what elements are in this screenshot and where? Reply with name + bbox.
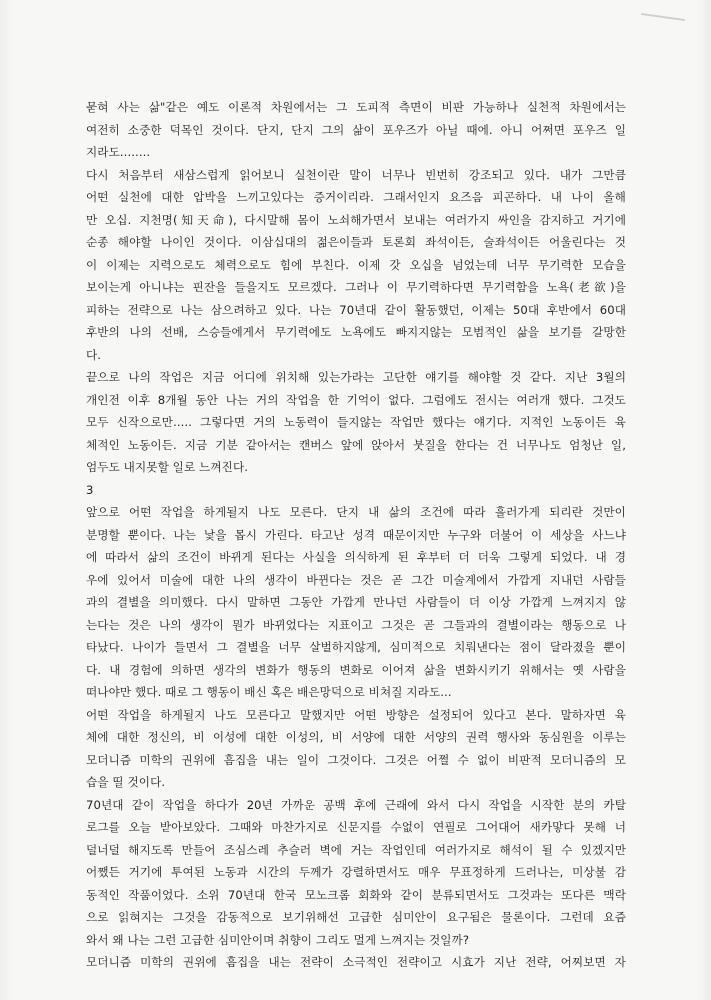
text-line: 이 이제는 지력으로도 체력으로도 힘에 부친다. 이제 갓 오십을 넘었는데 너무 무기력한 모습을 (86, 257, 626, 272)
text-line: 어떤 실천에 대한 압박을 느끼고있다는 증거이리라. 그래서인지 요즈음 피곤하다. 내 나이 올해 (86, 190, 626, 204)
text-line: 덜너덜 해지도록 만들어 조심스레 추슬러 벽에 거는 작업인데 여러가지로 해석이 될 수 있겠지만 (86, 842, 626, 857)
text-line: 모두 신작으로만..... 그렇다면 거의 노동력이 들지않는 작업만 했다는 얘기다. 지적인 노동이든 육 (86, 415, 626, 429)
text-line: 다. 내 경험에 의하면 생각의 변화가 행동의 변화로 이어져 삶을 변화시키기 위해서는 옛 사람을 (86, 662, 626, 677)
text-line: 동적인 작품이었다. 소위 70년대 한국 모노크롬 회화와 같이 분류되면서도 그것과는 또다른 맥락 (86, 887, 626, 902)
text-line: 로그를 오늘 받아보았다. 그때와 마찬가지로 신문지를 수없이 연필로 그어대어 새카맣다 못해 너 (86, 820, 626, 834)
text-line: 여전히 소중한 덕목인 것이다. 단지, 단지 그의 삶이 포우즈가 아닐 때에. 아니 어쩌면 포우즈 일 (86, 122, 626, 137)
text-line: 떠나야만 했다. 때로 그 행동이 배신 혹은 배은망덕으로 비쳐질 지라도... (86, 685, 452, 699)
text-line: 다. (86, 347, 102, 362)
text-line: 엄두도 내지못할 일로 느껴진다. (86, 460, 249, 474)
text-line: 에 따라서 삶의 조건이 바뀌게 된다는 사실을 의식하게 된 후부터 더 더욱 그렇게 되었다. 내 경 (86, 550, 626, 564)
pen-mark (641, 13, 685, 21)
text-line: 다시 처음부터 새삼스럽게 읽어보니 실천이란 말이 너무나 빈번히 강조되고 있다. 내가 그만큼 (86, 167, 626, 182)
text-line: 순종 해야할 나이인 것이다. 이삼십대의 젊은이들과 토론회 좌석이든, 술좌석이든 어울린다는 것 (86, 235, 626, 249)
body-text (86, 96, 626, 974)
text-line: 개인전 이후 8개월 동안 나는 거의 작업을 한 기억이 없다. 그럼에도 전시는 여러개 했다. 그것도 (86, 392, 626, 407)
text-line: 앞으로 어떤 작업을 하게될지 나도 모른다. 단지 내 삶의 조건에 따라 흘러가게 되리란 것만이 (86, 505, 626, 519)
text-line: 우에 있어서 미술에 대한 나의 생각이 바뀐다는 것은 곧 그간 미술계에서 가깝게 지내던 사람들 (86, 572, 626, 587)
text-line: 모더니즘 미학의 권위에 흠집을 내는 일이 그것이다. 그것은 어쩔 수 없이 비판적 모더니즘의 모 (86, 752, 626, 767)
text-line: 과의 결별을 의미했다. 다시 말하면 그동안 가깝게 만나던 사람들이 더 이상 가깝게 느껴지지 않 (86, 595, 626, 609)
text-line: 3 (86, 482, 94, 497)
text-line: 어쨌든 거기에 투여된 노동과 시간의 두께가 강렬하면서도 매우 무표정하게 드러나는, 미상불 감 (86, 865, 626, 879)
text-line: 분명할 뿐이다. 나는 낯을 몹시 가린다. 타고난 성격 때문이지만 누구와 더불어 이 세상을 사느냐 (86, 527, 626, 542)
text-line: 70년대 같이 작업을 하다가 20년 가까운 공백 후에 근래에 와서 다시 작업을 시작한 분의 카탈 (86, 797, 626, 812)
text-line: 체에 대한 정신의, 비 이성에 대한 이성의, 비 서양에 대한 서양의 권력 행사와 동심원을 이루는 (86, 730, 626, 744)
text-line: 체적인 노동이든. 지금 기분 같아서는 캔버스 앞에 앉아서 붓질을 한다는 건 너무나도 엄청난 일, (86, 437, 626, 452)
text-line: 어떤 작업을 하게될지 나도 모른다고 말했지만 어떤 방향은 설정되어 있다고 본다. 말하자면 육 (86, 707, 626, 722)
text-line: 와서 왜 나는 그런 고급한 심미안이며 취향이 그리도 멀게 느껴지는 것일까? (86, 932, 470, 947)
text-line: 후반의 나의 선배, 스승들에게서 무기력에도 노욕에도 빠지지않는 모범적인 삶을 보기를 갈망한 (86, 325, 626, 339)
text-line: 모더니즘 미학의 권위에 흠집을 내는 전략이 소극적인 전략이고 시효가 지난 전략, 어찌보면 자 (86, 955, 626, 969)
text-line: 으로 읽혀지는 그것을 감동적으로 보기위해선 고급한 심미안이 요구됨은 물론이다. 그런데 요즘 (86, 910, 626, 924)
text-line: 만 오십. 지천명(知天命), 다시말해 몸이 노쇠해가면서 보내는 여러가지 싸인을 감지하고 거기에 (86, 212, 626, 227)
text-line: 는다는 것은 나의 생각이 뭔가 바뀌었다는 지표이고 그것은 곧 그들과의 결별이라는 행동으로 나 (86, 617, 626, 632)
text-line: 피하는 전략으로 나는 삼으려하고 있다. 나는 70년대 같이 활동했던, 이제는 50대 후반에서 60대 (86, 302, 626, 317)
text-line: 끝으로 나의 작업은 지금 어디에 위치해 있는가라는 고단한 얘기를 해야할 것 같다. 지난 3월의 (86, 370, 626, 384)
text-line: 묻혀 사는 삶"같은 예도 이론적 차원에서는 그 도피적 측면이 비판 가능하나 실천적 차원에서는 (86, 100, 626, 114)
text-line: 습을 띨 것이다. (86, 775, 166, 789)
text-line: 타났다. 나이가 들면서 그 결별을 너무 살벌하지않게, 심미적으로 치뤄낸다는 점이 달라졌을 뿐이 (86, 640, 626, 654)
text-line: 보이는게 아니냐는 핀잔을 들을지도 모르겠다. 그러나 이 무기력하다면 무기력함을 노욕(老欲)을 (86, 280, 626, 294)
text-line: 지라도........ (86, 145, 151, 159)
